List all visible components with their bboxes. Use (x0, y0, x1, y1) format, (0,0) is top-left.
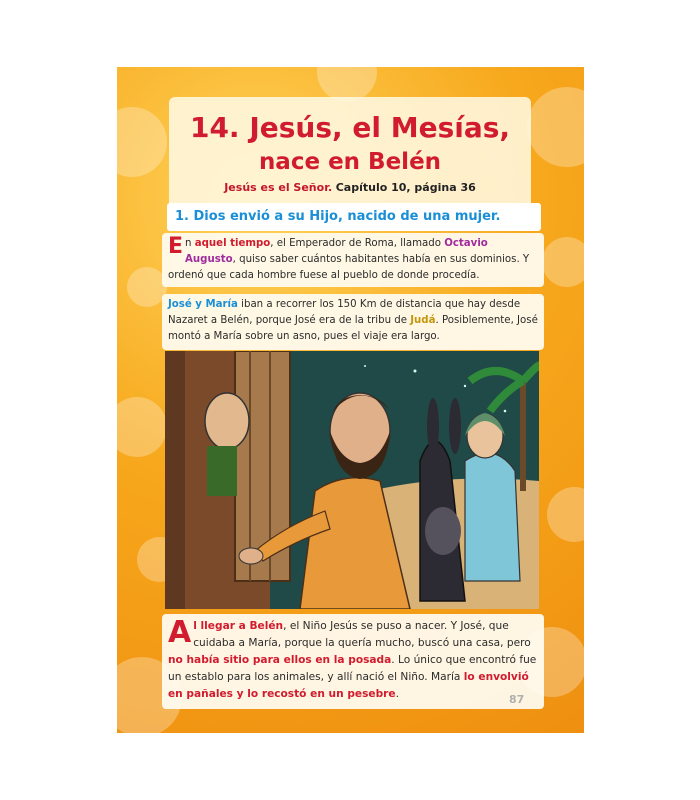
highlight-text: Judá (410, 315, 436, 326)
chapter-title: 14. Jesús, el Mesías, (189, 111, 511, 144)
book-page (117, 67, 584, 733)
highlight-text: l llegar a Belén (193, 620, 284, 632)
bokeh-light (527, 87, 584, 167)
paragraph-3 (162, 614, 544, 709)
text-run: . Lo único que encontró fue un establo para los animales, y allí nació el Niño. María (168, 654, 537, 683)
bokeh-light (547, 487, 584, 542)
highlight-text: Octavio Augusto (185, 238, 488, 265)
page-number: 87 (509, 693, 525, 706)
bokeh-light (117, 107, 167, 177)
text-run: . (395, 688, 399, 700)
chapter-reference (169, 181, 531, 194)
drop-cap: E (168, 234, 184, 259)
section-heading: 1. Dios envió a su Hijo, nacido de una mujer. (175, 209, 501, 224)
text-run: iban a recorrer los 150 Km de distancia que hay desde Nazaret a Belén, porque José era de la tribu de (168, 299, 521, 326)
text-run: n (185, 238, 195, 249)
bokeh-light (127, 267, 167, 307)
bokeh-light (542, 237, 584, 287)
text-run: . Posiblemente, José montó a María sobre un asno, pues el viaje era largo. (168, 315, 538, 342)
highlight-text: José y María (168, 299, 238, 310)
text-run: , quiso saber cuántos habitantes había en sus dominios. Y ordenó que cada hombre fuese al pueblo de donde procedía. (168, 254, 530, 281)
paragraph-2 (162, 294, 544, 350)
bokeh-light (117, 397, 167, 457)
section-heading-bar (167, 203, 541, 231)
reference-chapter: Capítulo 10, página 36 (335, 181, 476, 194)
text-run: , el Niño Jesús se puso a nacer. Y José, que cuidaba a María, porque la quería mucho, buscó una casa, pero (193, 620, 531, 649)
highlight-text: aquel tiempo (194, 238, 271, 249)
drop-cap: A (168, 615, 192, 650)
reference-book: Jesús es el Señor. (224, 181, 333, 194)
paragraph-1 (162, 233, 544, 287)
nativity-illustration (165, 351, 539, 609)
highlight-text: no había sitio para ellos en la posada (168, 654, 392, 666)
highlight-text: lo envolvió en pañales y lo recostó en un pesebre (168, 671, 529, 700)
text-run: , el Emperador de Roma, llamado (270, 238, 445, 249)
chapter-title-line2: nace en Belén (258, 149, 442, 175)
